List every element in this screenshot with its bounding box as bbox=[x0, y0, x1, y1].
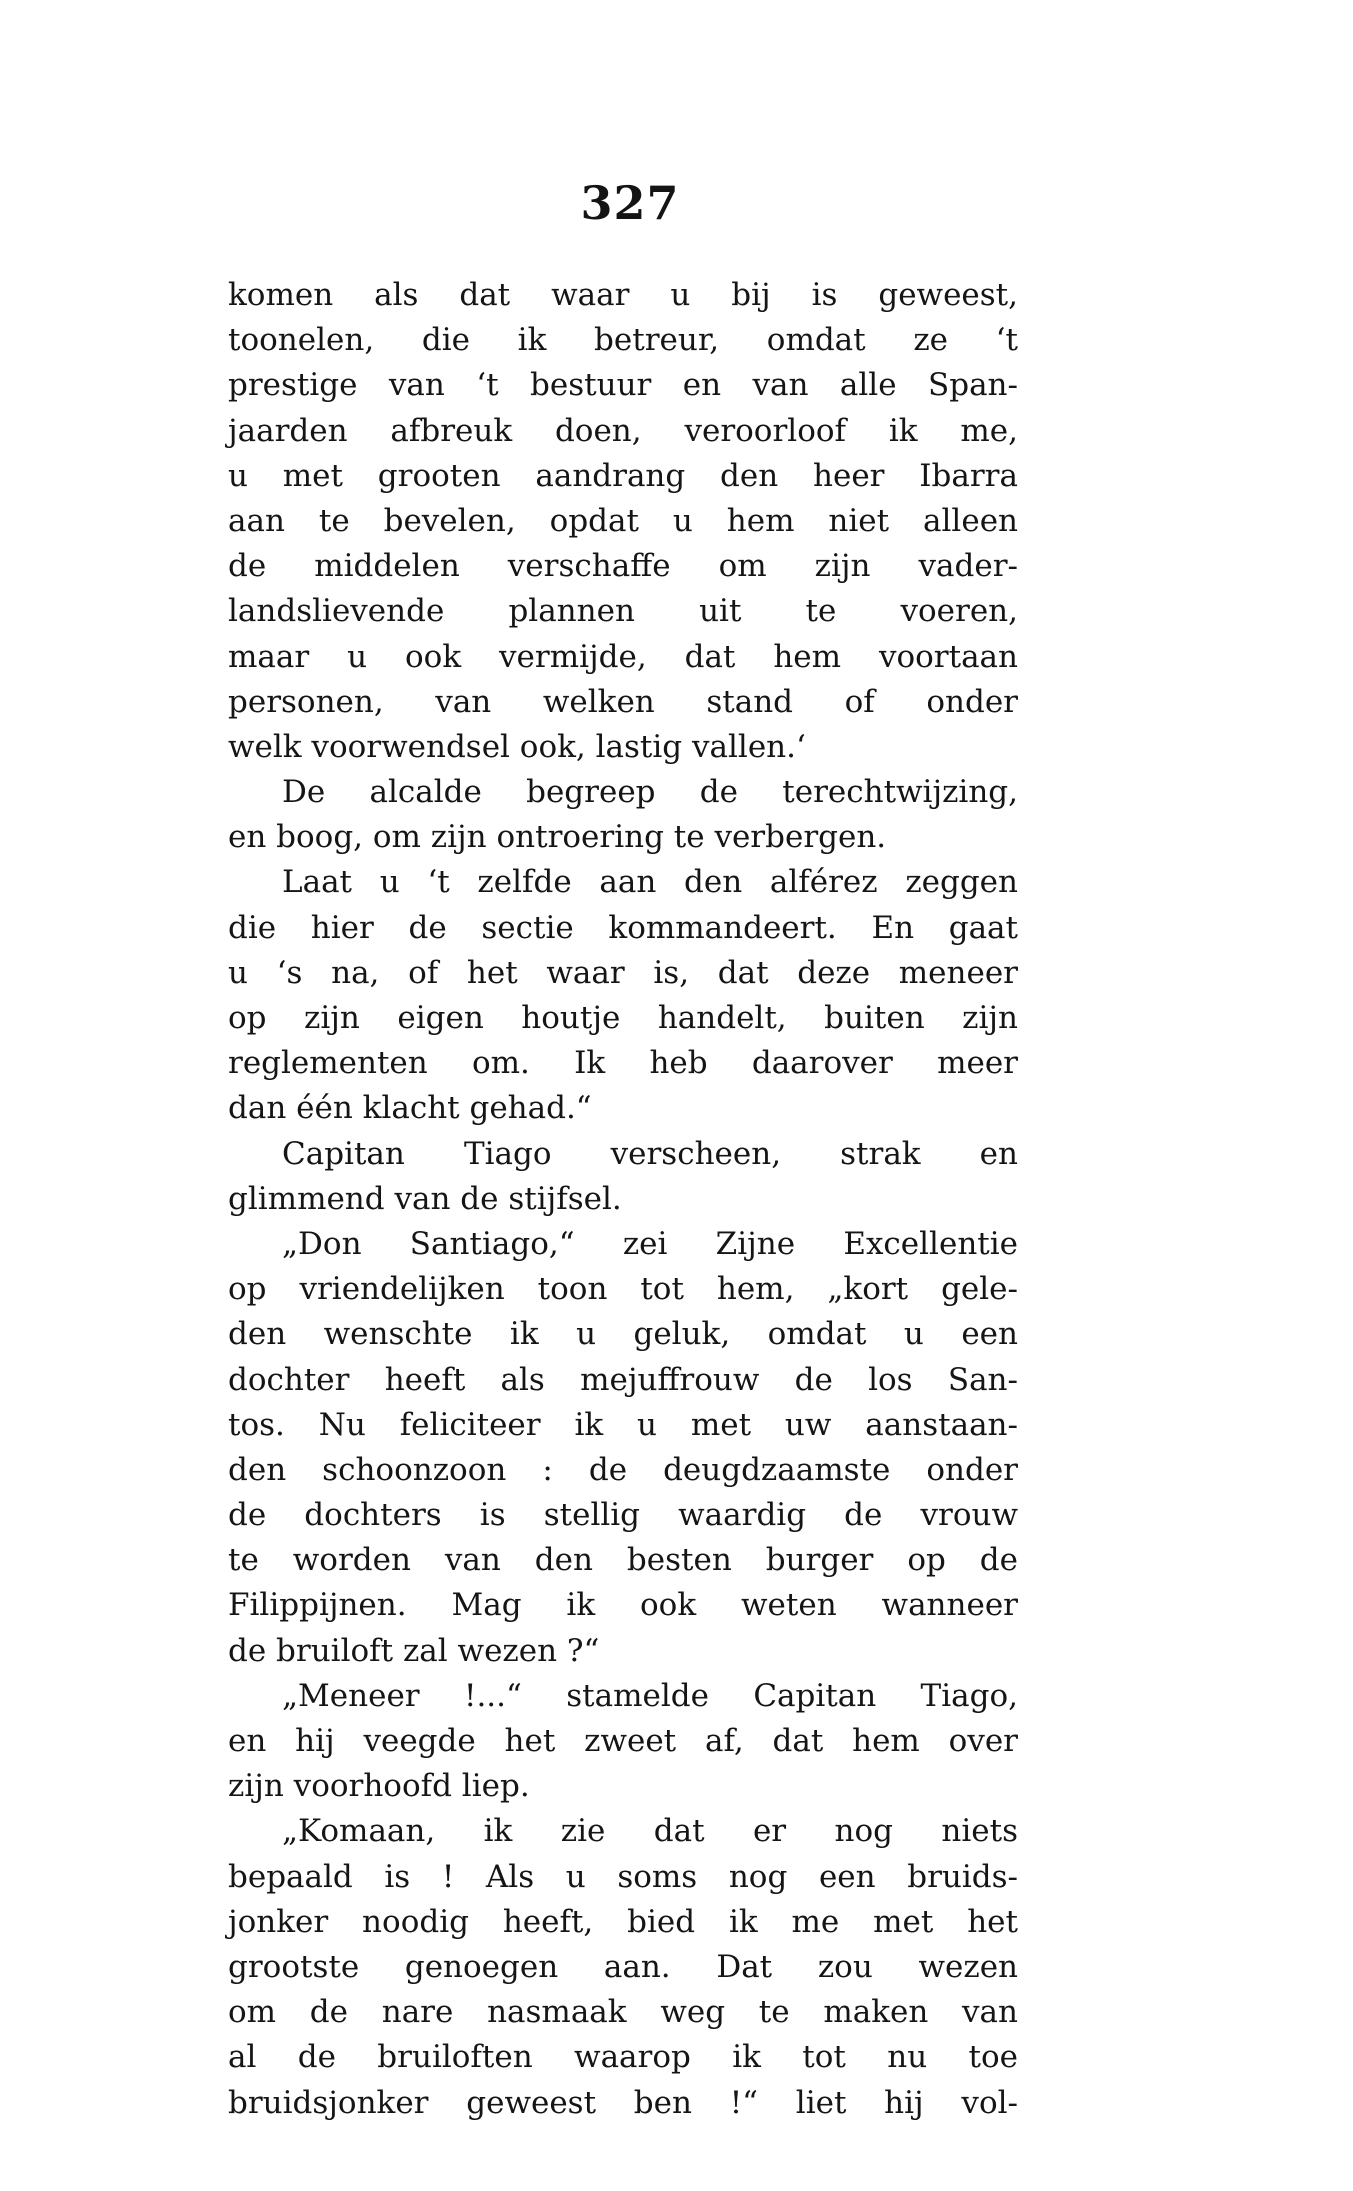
text-line: de bruiloft zal wezen ?“ bbox=[228, 1632, 600, 1669]
text-line: maar u ook vermijde, dat hem voortaan bbox=[228, 638, 1018, 675]
text-line: al de bruiloften waarop ik tot nu toe bbox=[228, 2039, 1018, 2076]
text-line: komen als dat waar u bij is geweest, bbox=[228, 277, 1018, 313]
text-line: „Don Santiago,“ zei Zijne Excellentie bbox=[282, 1225, 1018, 1262]
text-line: op zijn eigen houtje handelt, buiten zijn bbox=[228, 1000, 1018, 1036]
text-line: den schoonzoon : de deugdzaamste onder bbox=[228, 1451, 1018, 1488]
text-line: Laat u ‘t zelfde aan den alférez zeggen bbox=[282, 864, 1018, 901]
text-line: en boog, om zijn ontroering te verbergen. bbox=[228, 819, 887, 856]
text-line: jaarden afbreuk doen, veroorloof ik me, bbox=[228, 412, 1018, 449]
text-line: „Meneer !...“ stamelde Capitan Tiago, bbox=[282, 1677, 1018, 1714]
text-line: zijn voorhoofd liep. bbox=[228, 1768, 530, 1805]
text-line: bepaald is ! Als u soms nog een bruids- bbox=[228, 1858, 1018, 1895]
text-line: Filippijnen. Mag ik ook weten wanneer bbox=[228, 1587, 1018, 1624]
text-line: de middelen verschaffe om zijn vader- bbox=[228, 548, 1018, 585]
text-line: de dochters is stellig waardig de vrouw bbox=[228, 1497, 1018, 1534]
body-text bbox=[228, 273, 1018, 2126]
text-line: landslievende plannen uit te voeren, bbox=[228, 593, 1018, 630]
text-line: prestige van ‘t bestuur en van alle Span- bbox=[228, 367, 1018, 404]
text-line: dan één klacht gehad.“ bbox=[228, 1090, 592, 1127]
text-line: den wenschte ik u geluk, omdat u een bbox=[228, 1316, 1018, 1353]
text-line: tos. Nu feliciteer ik u met uw aanstaan- bbox=[228, 1406, 1018, 1443]
text-line: „Komaan, ik zie dat er nog niets bbox=[282, 1813, 1018, 1850]
text-line: dochter heeft als mejuffrouw de los San- bbox=[228, 1361, 1018, 1398]
text-line: om de nare nasmaak weg te maken van bbox=[228, 1994, 1018, 2031]
text-line: personen, van welken stand of onder bbox=[228, 683, 1018, 720]
text-line: glimmend van de stijfsel. bbox=[228, 1180, 622, 1217]
text-line: De alcalde begreep de terechtwijzing, bbox=[282, 774, 1018, 811]
text-line: Capitan Tiago verscheen, strak en bbox=[282, 1135, 1018, 1172]
text-line: aan te bevelen, opdat u hem niet alleen bbox=[228, 502, 1018, 539]
text-line: grootste genoegen aan. Dat zou wezen bbox=[228, 1948, 1018, 1985]
text-line: en hij veegde het zweet af, dat hem over bbox=[228, 1723, 1018, 1759]
text-line: welk voorwendsel ook, lastig vallen.‘ bbox=[228, 728, 806, 765]
text-line: u met grooten aandrang den heer Ibarra bbox=[228, 457, 1018, 494]
text-line: reglementen om. Ik heb daarover meer bbox=[228, 1045, 1018, 1082]
text-line: op vriendelijken toon tot hem, „kort gele- bbox=[228, 1271, 1018, 1308]
page-number: 327 bbox=[580, 176, 680, 230]
text-line: bruidsjonker geweest ben !“ liet hij vol- bbox=[228, 2084, 1018, 2121]
text-line: toonelen, die ik betreur, omdat ze ‘t bbox=[228, 322, 1018, 359]
text-line: jonker noodig heeft, bied ik me met het bbox=[228, 1903, 1018, 1940]
text-line: u ‘s na, of het waar is, dat deze meneer bbox=[228, 954, 1018, 991]
text-line: die hier de sectie kommandeert. En gaat bbox=[228, 909, 1018, 946]
text-line: te worden van den besten burger op de bbox=[228, 1542, 1018, 1579]
